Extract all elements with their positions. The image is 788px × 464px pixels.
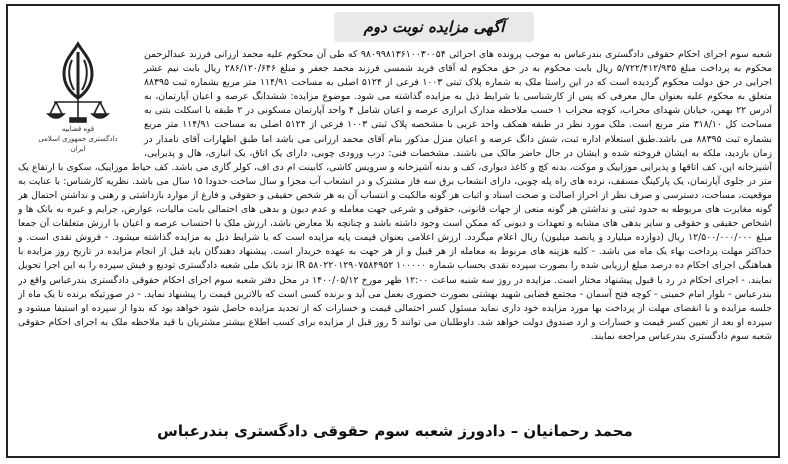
notice-title: آگهی مزایده نوبت دوم	[334, 12, 534, 42]
notice-body	[18, 48, 772, 410]
emblem-caption-line-1: قوه قضاییه	[61, 125, 95, 133]
notice-body-text: شعبه سوم اجرای احکام حقوقی دادگستری بندرعباس به موجب پرونده های اجرائی ۹۸۰۹۹۸۱۳۶۱۰۰۳۰۰۵۴ که طی آن محکوم علیه محمد ارزانی فرزند عبدالرحمن محکوم به پرداخت مبلغ ۵/۷۲۲/۴۱۲/۹۳۵ ریال بابت محکوم به در حق محکوم له آقای فرید شمسی فرزند محمد جعفر و مبلغ ۲۸۶/۱۲۰/۶۴۶ ریال بابت نیم عشر اجرایی در حق دولت محکوم گردیده است که در این راستا ملک به شماره پلاک ثبتی ۱۰۰۳ فرعی از ۵۱۲۴ اصلی به مساحت ۱۱۴/۹۱ متر مربع بشماره ثبت ۸۸۳۹۵ متعلق به محکوم علیه بعنوان مال معرفی که پس از کارشناسی با شرایط ذیل به مزایده گذاشته می شود. موضوع مزایده: ششدانگ عرصه و اعیان آپارتمان، به آدرس ۲۲ بهمن، خیابان شهدای محراب، کوچه محراب ۱ حسب ملاحظه مدارک ابرازی عرصه و اعیان شامل ۴ واحد آپارتمان مسکونی در ۲ طبقه با اسکلت بتنی به مساحت کل ۳۱۸/۱۰ متر مربع است. ملک مورد نظر در طبقه همکف واحد غربی با مشخصه پلاک ثبتی ۱۰۰۳ فرعی از ۵۱۲۴ اصلی به مساحت ۱۱۴/۹۱ متر مربع بشماره ثبت ۸۸۳۹۵ می باشد.طبق استعلام اداره ثبت، شش دانگ عرصه و اعیان منزل مذکور بنام آقای محمد ارزانی می باشد اما طبق اظهارات آقای نامدار در زمان بازدید، ملکه به ایشان فروخته شده و ایشان در حال حاضر مالک می باشند. مشخصات فنی: درب ورودی چوبی، دارای یک اتاق، یک انباری، هال و پذیرایی، آشپزخانه اپن، کف اتاقها و پذیرایی موزاییک و موکت، بدنه کچ و کاغذ دیواری، کف و بدنه آشپزخانه و سرویس کاشی، کابینت ام دی اف، کولر گازی می باشد. کف حیاط موزاییک، سکوی با ارتفاع یک متر در جلوی آپارتمان، یک پارکینگ مسقف، نرده های راه پله چوبی، دارای انشعاب برق سه فاز مشترک و در انشعاب آب مجزا و سال ساخت حدودا ۱۵ سال می باشد. نظریه کارشناس: با عنایت به موقعیت، مساحت، دسترسی و صرف نظر از احراز اصالت و صحت اسناد و اثبات هر گونه مالکیت و انتساب آن به هر شخص حقیقی و حقوقی و فارغ از موارد بازداشتی و رهنی و نداشتن احتمال هر گونه مغایرت های مربوطه به حدود ثبتی و نداشتن هر گونه منعی از جهات قانونی، حقوقی و شرعی جهت معامله و عدم دیون و بدهی های احتمالی بابت مالیات، عوارض، جرایم و غیره به بانک ها و اشخاص حقیقی و حقوقی و سایر بدهی های مشابه و تعهدات و دیونی که ممکن است وجود داشته باشد و چنانچه بلا معارض باشد، ارزش ملک با احتساب عرصه و اعیان با ارزش متعلقات آن جمعا مبلغ ۱۲/۵۰۰/۰۰۰/۰۰۰ ریال (دوازده میلیارد و پانصد میلیون) ریال اعلام میگردد. ارزش اعلامی بعنوان قیمت پایه مزایده است که با شرایط ذیل به مزایده گذاشته میشود. - فروش نقدی است. و حداکثر مهلت پرداخت بهاء یک ماه می باشد. - کلیه هزینه های مربوط به معامله از هر قبیل و از هر جهت به عهده خریدار است. پیشنهاد دهندگان باید قبل از انجام مزایده در تاریخ روز مزایده با هماهنگی اجرای احکام ده درصد مبلغ ارزیابی شده را بصورت سپرده نقدی بحساب شماره IR ۵۸۰۲۲۰۱۲۹۰۷۵۸۴۹۵۲ ۱۰۰۰۰۰ نزد بانک ملی شعبه دادگستری تودیع و فیش سپرده را به این اجرا تحویل نمایند. - اجرای احکام در رد یا قبول پیشنهاد مختار است. مزایده در روز سه شنبه ساعت ۱۲:۰۰ ظهر مورخ ۱۴۰۰/۰۵/۱۲ در محل دفتر شعبه سوم اجرای احکام حقوقی دادگستری بندرعباس واقع در بندرعباس - بلوار امام خمینی - کوچه فتح آسمان - مجتمع قضایی شهید بهشتی بصورت حضوری بعمل می آید و برنده کسی است که بالاترین قیمت را پیشنهاد نماید. - در صورتیکه برنده تا یک ماه از جلسه مزایده و با انقضای مهلت از پرداخت بها مورد مزایده خود داری نماید مسئول کسر احتمالی قیمت و خسارات که از تجدید مزایده حاصل شود خواهد بود که بدوا از سپرده او استیفا میشود و سپرده او بعد از تعیین کسر قیمت و خسارات و ارد صندوق دولت خواهد شد. داوطلبان می توانند 5 روز قبل از مزایده برای کسب اطلاع بیشتر مشتریان با قید ملاحظه ملک به اجرای احکام حقوقی شعبه سوم دادگستری بندرعباس مراجعه نمایند.	[18, 49, 772, 342]
notice-frame	[6, 4, 780, 458]
emblem-spacer	[18, 48, 138, 156]
notice-signature: محمد رحمانیان – دادورز شعبه سوم حقوقی دادگستری بندرعباس	[157, 422, 633, 440]
emblem-caption-line-2: دادگستری جمهوری اسلامی ایران	[38, 135, 118, 153]
